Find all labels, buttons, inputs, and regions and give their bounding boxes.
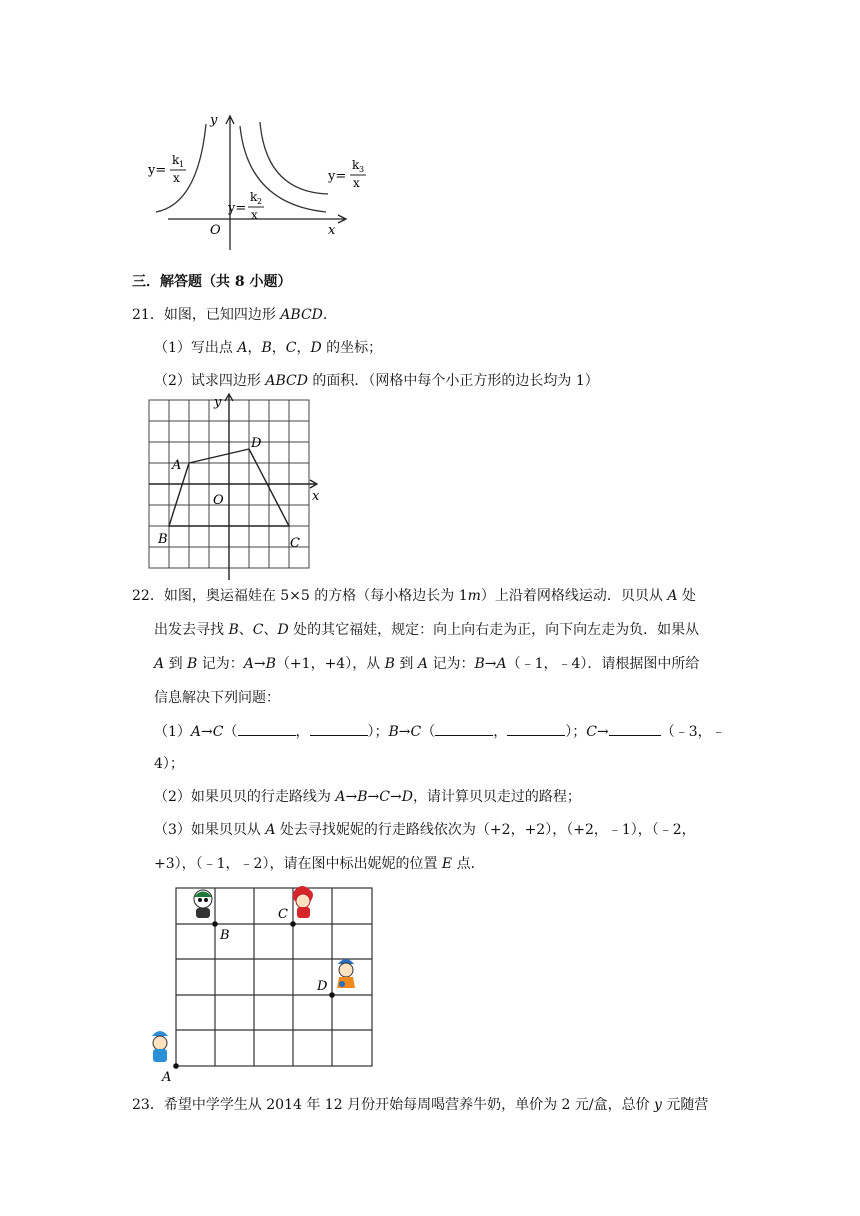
q21-p1-c: ， xyxy=(247,340,262,356)
q22-line6: 4）； xyxy=(154,756,184,772)
q22-l5-l: ， xyxy=(493,724,508,740)
q22-line9 xyxy=(154,854,485,874)
q22-l5-i: → xyxy=(398,724,411,740)
q22-l2-e: 、 xyxy=(263,622,278,638)
q22-l3-j: 到 xyxy=(394,656,418,672)
q21-p2-c: 的面积．（网格中每个小正方形的边长均为 1） xyxy=(307,373,599,389)
q21-p1-a: （1）写出点 xyxy=(154,340,238,356)
q23-number: 23． xyxy=(132,1097,164,1113)
q22-l3-p: （﹣1，﹣4）．请根据图中所给 xyxy=(506,656,700,672)
q22-l3-o: A xyxy=(496,656,507,672)
k1-den: x xyxy=(173,171,180,185)
q22-l3-i: B xyxy=(384,656,395,672)
k3-sub: 3 xyxy=(359,165,365,174)
q21-stem-b: ABCD xyxy=(280,307,323,323)
answer-blank-c-dest[interactable] xyxy=(609,721,661,736)
q21-stem-c: ． xyxy=(322,307,337,323)
k1-sub: 1 xyxy=(179,160,185,169)
answer-blank-ac-y[interactable] xyxy=(310,721,368,736)
q22-l5-c: → xyxy=(201,724,213,740)
k1-num: k xyxy=(172,153,180,167)
q22-l5-n: C xyxy=(586,724,597,740)
k2-den: x xyxy=(251,208,258,222)
q22-label-c: C xyxy=(278,907,288,922)
q22-l3-l: 记为： xyxy=(428,656,475,672)
q21-stem xyxy=(132,305,337,325)
q21-p1-h: D xyxy=(310,340,322,356)
q22-l1-d: A xyxy=(667,588,678,604)
q22-point-c xyxy=(290,921,296,927)
q21-grid-figure xyxy=(140,392,330,580)
q23-l1-c: 元随营 xyxy=(661,1097,709,1113)
q22-l1-e: 处 xyxy=(677,588,696,604)
q22-l8-b: A xyxy=(265,822,276,838)
q21-point-c-label: C xyxy=(290,536,300,551)
q21-point-d-label: D xyxy=(251,436,262,451)
q22-l5-f: ， xyxy=(295,724,310,740)
q22-l3-f: → xyxy=(253,656,266,672)
k2-prefix: y= xyxy=(228,201,247,216)
q21-part2 xyxy=(154,371,599,391)
q21-y-label: y xyxy=(214,395,222,410)
answer-blank-bc-y[interactable] xyxy=(507,721,565,736)
q22-l8-c: 处去寻找妮妮的行走路线依次为（+2，+2），（+2，﹣1），（﹣2， xyxy=(275,822,696,838)
q22-number: 22． xyxy=(132,588,164,604)
q22-l2-b: B xyxy=(228,622,239,638)
q22-l3-m: B xyxy=(474,656,485,672)
q23-l1-a: 希望中学学生从 2014 年 12 月份开始每周喝营养牛奶，单价为 2 元/盒，总价 xyxy=(163,1097,655,1113)
fire-mascot-icon xyxy=(293,886,313,918)
q22-line4: 信息解决下列问题： xyxy=(154,690,280,706)
k2-sub: 2 xyxy=(257,197,263,206)
q22-l5-j: C xyxy=(410,724,422,740)
q22-l5-h: B xyxy=(388,724,399,740)
q22-l7-g: → xyxy=(389,789,402,805)
q22-label-b: B xyxy=(220,928,230,943)
q21-stem-a: 如图，已知四边形 xyxy=(163,307,281,323)
q21-number: 21． xyxy=(132,307,164,323)
q21-part1 xyxy=(154,338,382,358)
answer-blank-ac-x[interactable] xyxy=(238,721,296,736)
q22-l2-f: D xyxy=(277,622,289,638)
q21-point-b-label: B xyxy=(158,532,168,547)
k3-num: k xyxy=(352,158,360,172)
q22-line3 xyxy=(154,654,699,674)
q21-p1-i: 的坐标； xyxy=(321,340,383,356)
y-axis-label: y xyxy=(210,113,218,128)
q22-l7-c: → xyxy=(345,789,358,805)
q22-line5 xyxy=(154,721,726,742)
q22-l2-g: 处的其它福娃，规定：向上向右走为正，向下向左走为负．如果从 xyxy=(288,622,700,638)
k2-num: k xyxy=(250,190,258,204)
q22-l2-c: 、 xyxy=(238,622,253,638)
q22-label-a: A xyxy=(162,1070,172,1084)
q21-origin-label: O xyxy=(213,493,224,508)
q23-line1 xyxy=(132,1095,708,1115)
q22-point-d xyxy=(329,992,335,998)
q22-l7-a: （2）如果贝贝的行走路线为 xyxy=(154,789,336,805)
q22-l5-a: （1） xyxy=(154,724,191,740)
q22-label-d: D xyxy=(317,979,328,994)
q22-l5-m: ）； xyxy=(565,724,587,740)
answer-blank-bc-x[interactable] xyxy=(435,721,493,736)
q22-grid-figure xyxy=(140,884,380,1084)
q22-l7-i: ，请计算贝贝走过的路程； xyxy=(412,789,581,805)
curve-k3 xyxy=(260,122,328,194)
q21-p2-b: ABCD xyxy=(265,373,308,389)
q21-p2-a: （2）试求四边形 xyxy=(154,373,266,389)
section-title: 三．解答题（共 8 小题） xyxy=(132,274,292,290)
q22-l5-e: （ xyxy=(223,724,238,740)
q22-l5-o: → xyxy=(596,724,609,740)
fish-mascot-icon xyxy=(152,1031,168,1062)
q21-p1-d: B xyxy=(261,340,272,356)
q22-l3-d: 记为： xyxy=(197,656,244,672)
panda-mascot-icon xyxy=(194,890,212,918)
q21-x-label: x xyxy=(312,489,320,504)
q22-l5-p: （﹣3，﹣ xyxy=(660,724,726,740)
q22-l7-b: A xyxy=(335,789,346,805)
q22-l5-g: ）； xyxy=(367,724,389,740)
q22-l3-e: A xyxy=(243,656,254,672)
q22-l7-d: B xyxy=(357,789,368,805)
q22-line7 xyxy=(154,787,581,807)
q22-point-b xyxy=(212,921,218,927)
q22-l9-b: E xyxy=(441,856,453,872)
q22-l7-h: D xyxy=(401,789,413,805)
q22-l2-a: 出发去寻找 xyxy=(154,622,229,638)
q22-line1 xyxy=(132,586,696,606)
q22-l9-c: 点． xyxy=(452,856,485,872)
q22-l3-n: → xyxy=(484,656,497,672)
q21-p1-f: C xyxy=(285,340,297,356)
q22-l3-h: （+1，+4），从 xyxy=(275,656,385,672)
origin-label: O xyxy=(210,223,221,238)
q22-l5-b: A xyxy=(190,724,202,740)
k1-prefix: y= xyxy=(148,163,167,178)
swallow-mascot-icon xyxy=(337,959,355,988)
q21-p1-b: A xyxy=(237,340,248,356)
k3-den: x xyxy=(353,176,360,190)
q22-l3-b: 到 xyxy=(164,656,188,672)
q21-p1-e: ， xyxy=(271,340,286,356)
q22-line2 xyxy=(154,620,699,640)
q22-l3-k: A xyxy=(417,656,428,672)
q22-l3-a: A xyxy=(154,656,165,672)
q21-point-a-label: A xyxy=(172,458,182,473)
q22-l3-g: B xyxy=(265,656,276,672)
q22-l1-b: m xyxy=(467,588,481,604)
q21-p1-g: ， xyxy=(296,340,311,356)
hyperbola-figure xyxy=(148,112,370,254)
q23-l1-b: y xyxy=(654,1097,662,1113)
q22-l5-d: C xyxy=(212,724,224,740)
q22-l7-e: → xyxy=(367,789,380,805)
q22-l3-c: B xyxy=(187,656,198,672)
q22-l9-a: +3），（﹣1，﹣2），请在图中标出妮妮的位置 xyxy=(154,856,442,872)
k3-prefix: y= xyxy=(328,169,347,184)
q22-l1-c: ）上沿着网格线运动．贝贝从 xyxy=(480,588,668,604)
q22-l7-f: C xyxy=(379,789,390,805)
q22-l2-d: C xyxy=(252,622,264,638)
x-axis-label: x xyxy=(328,223,336,238)
q22-point-a xyxy=(173,1063,179,1069)
q22-l1-a: 如图，奥运福娃在 5×5 的方格（每小格边长为 1 xyxy=(163,588,468,604)
q22-l5-k: （ xyxy=(421,724,436,740)
q22-line8 xyxy=(154,820,696,840)
q22-l8-a: （3）如果贝贝从 xyxy=(154,822,266,838)
